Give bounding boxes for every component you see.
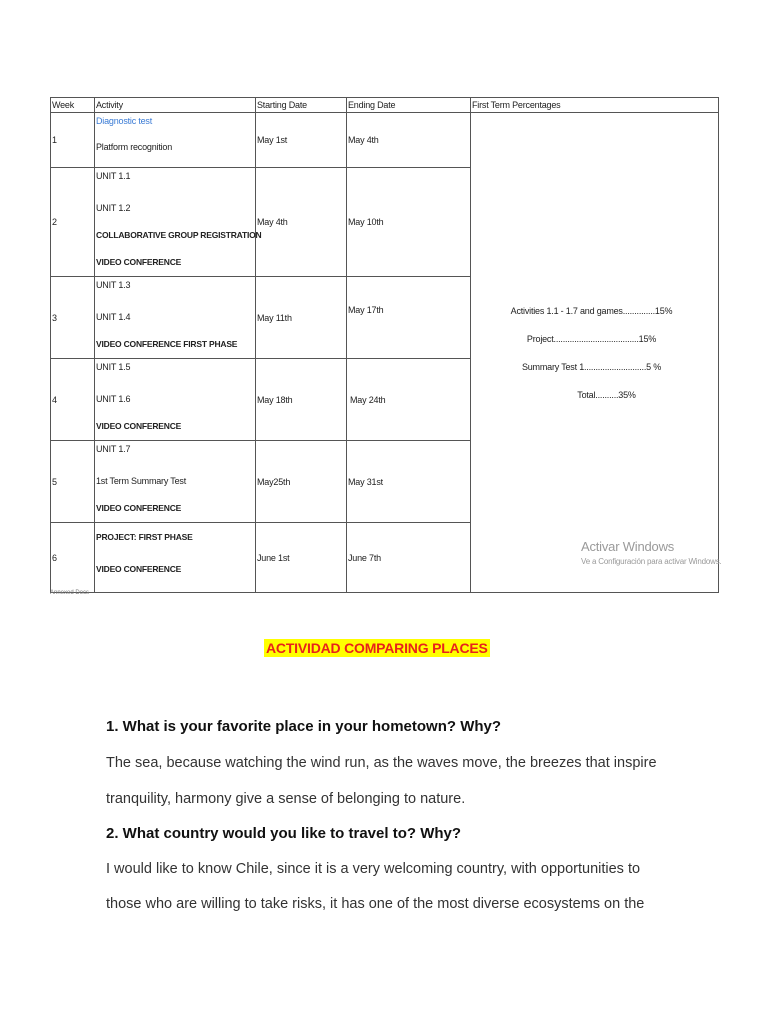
activity-item: VIDEO CONFERENCE: [96, 503, 182, 513]
header-activity: Activity: [95, 98, 256, 113]
end-date-cell: May 24th: [347, 359, 471, 441]
activity-cell: [95, 113, 256, 168]
activity-item: 1st Term Summary Test: [96, 476, 186, 486]
start-date-cell: June 1st: [256, 523, 347, 593]
percentage-summary-test: Summary Test 1...........................5 %: [521, 361, 662, 372]
schedule-table: [50, 97, 722, 593]
percentage-activities: Activities 1.1 - 1.7 and games..............15%: [510, 305, 673, 316]
watermark-subtitle: Ve a Configuración para activar Windows.: [581, 557, 722, 566]
header-ending-date: Ending Date: [347, 98, 471, 113]
activity-cell: [95, 168, 262, 277]
activity-item: COLLABORATIVE GROUP REGISTRATION: [96, 230, 262, 240]
activity-cell: [95, 523, 256, 593]
activation-watermark: [581, 539, 722, 566]
activity-cell: [95, 277, 256, 359]
week-cell: 2: [51, 168, 95, 277]
end-date-cell: June 7th: [347, 523, 471, 593]
activity-item: Platform recognition: [96, 142, 173, 152]
header-starting-date: Starting Date: [256, 98, 347, 113]
answer-2-line-2: those who are willing to take risks, it has one of the most diverse ecosystems on the: [106, 896, 645, 912]
activity-item: VIDEO CONFERENCE: [96, 421, 182, 431]
activity-item: VIDEO CONFERENCE FIRST PHASE: [96, 339, 238, 349]
activity-cell: [95, 441, 256, 523]
activity-item: UNIT 1.5: [96, 362, 131, 372]
activity-item: UNIT 1.7: [96, 444, 131, 454]
answer-1-line-1: The sea, because watching the wind run, as the waves move, the breezes that inspire: [106, 755, 657, 771]
header-week: Week: [51, 98, 95, 113]
watermark-title: Activar Windows: [581, 539, 675, 554]
week-cell: 1: [51, 113, 95, 168]
start-date-cell: May 18th: [256, 359, 347, 441]
start-date-cell: May 4th: [256, 168, 347, 277]
end-date-cell: May 10th: [347, 168, 471, 277]
percentage-project: Project.....................................15%: [526, 333, 657, 344]
start-date-cell: May 1st: [256, 113, 347, 168]
section-heading: ACTIVIDAD COMPARING PLACES: [266, 640, 488, 656]
activity-cell: [95, 359, 256, 441]
activity-item: UNIT 1.1: [96, 171, 131, 181]
activity-item: PROJECT: FIRST PHASE: [96, 532, 193, 542]
answer-1-line-2: tranquility, harmony give a sense of belonging to nature.: [106, 791, 466, 807]
answer-2-line-1: I would like to know Chile, since it is a very welcoming country, with opportunities to: [106, 861, 641, 877]
end-date-cell: May 4th: [347, 113, 471, 168]
cut-off-text-fragment: Annexed Docs: [50, 590, 90, 596]
percentages-cell: [471, 113, 722, 593]
percentage-total: Total..........35%: [577, 389, 636, 400]
activity-item: UNIT 1.3: [96, 280, 131, 290]
week-cell: 6: [51, 523, 95, 593]
activity-item: VIDEO CONFERENCE: [96, 257, 182, 267]
end-date-cell: May 31st: [347, 441, 471, 523]
activity-item: VIDEO CONFERENCE: [96, 564, 182, 574]
end-date-cell: May 17th: [347, 277, 471, 359]
activity-item: UNIT 1.6: [96, 394, 131, 404]
header-first-term-percentages: First Term Percentages: [471, 98, 719, 113]
question-1: 1. What is your favorite place in your hometown? Why?: [106, 718, 502, 735]
start-date-cell: May 11th: [256, 277, 347, 359]
start-date-cell: May25th: [256, 441, 347, 523]
activity-item: Diagnostic test: [96, 116, 153, 126]
week-cell: 5: [51, 441, 95, 523]
activity-item: UNIT 1.4: [96, 312, 131, 322]
activity-item: UNIT 1.2: [96, 203, 131, 213]
table-row: [51, 113, 719, 168]
week-cell: 3: [51, 277, 95, 359]
week-cell: 4: [51, 359, 95, 441]
table-header-row: [51, 98, 719, 113]
question-2: 2. What country would you like to travel to? Why?: [106, 825, 462, 842]
